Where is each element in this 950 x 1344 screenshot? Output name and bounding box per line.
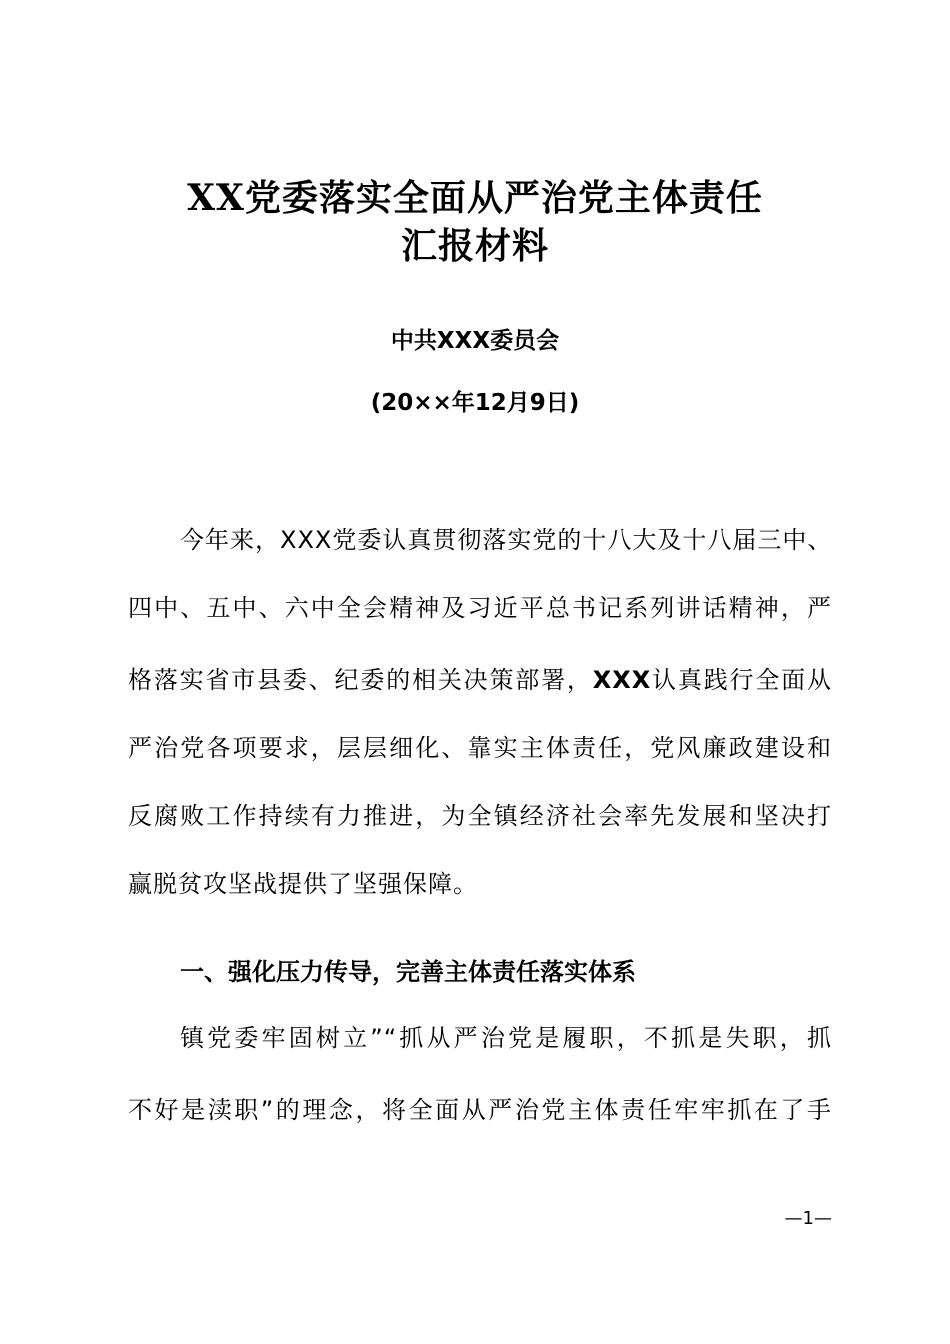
paragraph-1-line-3-bold: XXX [592, 666, 652, 694]
document-title-line-2: 汇报材料 [400, 225, 549, 267]
paragraph-1-line-3-text-a: 格落实省市县委、纪委的相关决策部署， [128, 666, 593, 694]
paragraph-1-line-6: 赢脱贫攻坚战提供了坚强保障。 [128, 870, 478, 898]
paragraph-1-line-1: 今年来，XXX党委认真贯彻落实党的十八大及十八届三中、 [180, 526, 833, 554]
paragraph-1-line-3-text-b: 认真践行全面从 [651, 666, 833, 694]
paragraph-1-line-2: 四中、五中、六中全会精神及习近平总书记系列讲话精神，严 [128, 594, 832, 622]
document-title-line-1: XX党委落实全面从严治党主体责任 [187, 177, 763, 219]
paragraph-1-line-5: 反腐败工作持续有力推进，为全镇经济社会率先发展和坚决打 [128, 802, 832, 830]
section-1-heading: 一、强化压力传导，完善主体责任落实体系 [180, 958, 636, 986]
document-author: 中共XXX委员会 [390, 328, 560, 354]
paragraph-1-line-3 [128, 660, 832, 695]
paragraph-1-line-4: 严治党各项要求，层层细化、靠实主体责任，党风廉政建设和 [128, 734, 832, 762]
page-number: —1— [784, 1208, 832, 1229]
document-date: (20××年12月9日) [370, 390, 580, 416]
paragraph-2-line-2: 不好是渎职”的理念，将全面从严治党主体责任牢牢抓在了手 [128, 1096, 832, 1124]
paragraph-2-line-1: 镇党委牢固树立”“抓从严治党是履职，不抓是失职，抓 [180, 1024, 832, 1052]
